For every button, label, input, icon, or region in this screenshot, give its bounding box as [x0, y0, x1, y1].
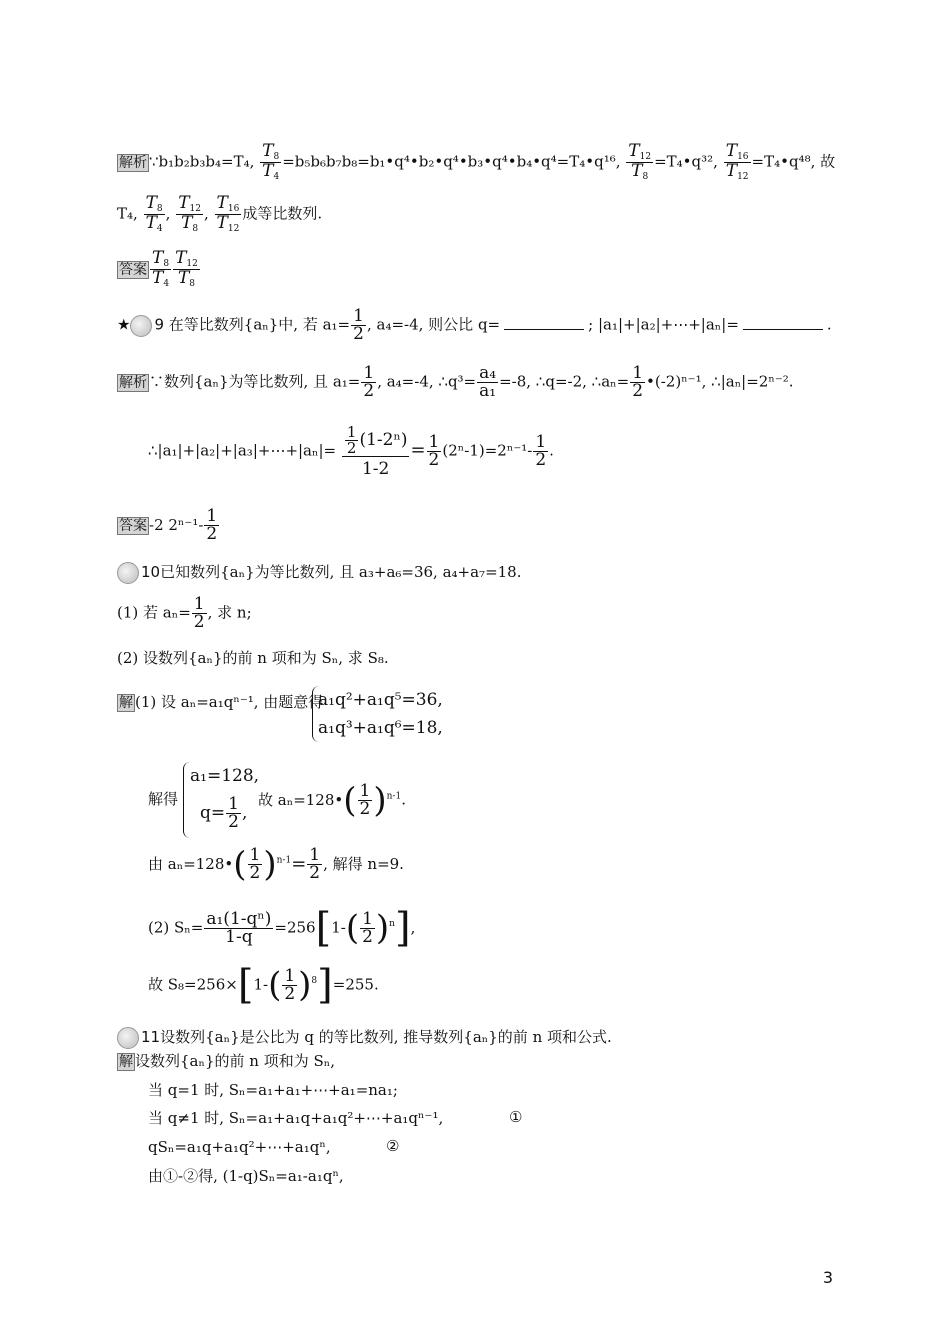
- daan-tag: 答案: [119, 261, 147, 278]
- circle-badge-icon: [117, 1027, 139, 1049]
- jiexi-tag: 解析: [119, 154, 147, 171]
- result-eq-1: a₁=128,: [190, 766, 260, 786]
- q9-answer: 答案 -2 2ⁿ⁻¹- $\frac{1}{2}$: [119, 506, 218, 544]
- question-11: 11设数列{aₙ}是公比为 q 的等比数列, 推导数列{aₙ}的前 n 项和公式.: [117, 1027, 612, 1049]
- result-eq-2: q= $\frac{1}{2}$ ,: [200, 794, 248, 832]
- result-brace: [183, 762, 190, 838]
- system-eq-2: a₁q³+a₁q⁶=18,: [318, 718, 443, 738]
- big-fraction: $\frac{1}{2}$ (1-2ⁿ) 1-2: [342, 425, 410, 478]
- system-eq-1: a₁q²+a₁q⁵=36,: [318, 690, 443, 710]
- star-icon: ★: [117, 315, 131, 334]
- circle-badge-icon: [117, 562, 139, 584]
- q10-solve-label: 解得: [148, 790, 179, 808]
- q10-part-1: (1) 若 aₙ= $\frac{1}{2}$ , 求 n;: [117, 594, 252, 632]
- answer-blank-2: [743, 329, 823, 330]
- q10-s8-line: 故 S₈=256×[1-( $\frac{1}{2}$ )$^8$]=255.: [148, 962, 379, 1008]
- answer-blank-1: [504, 329, 584, 330]
- q11-solution-1: 解 设数列{aₙ}的前 n 项和为 Sₙ,: [119, 1052, 336, 1070]
- question-10: 10已知数列{aₙ}为等比数列, 且 a₃+a₆=36, a₄+a₇=18.: [117, 562, 522, 584]
- fraction-t8-t4: $\frac{T_8}{T_4}$: [262, 141, 280, 182]
- question-9: ★ 9 在等比数列{aₙ}中, 若 a₁= $\frac{1}{2}$ , a₄=-4, 则公比 q= ; |a₁|+|a₂|+⋯+|aₙ|= .: [117, 306, 832, 344]
- q11-solution-3: 当 q≠1 时, Sₙ=a₁+a₁q+a₁q²+⋯+a₁qⁿ⁻¹,: [148, 1109, 444, 1127]
- page-number: 3: [822, 1268, 833, 1287]
- fraction-t12-t8: $\frac{T_{12}}{T_8}$: [628, 141, 652, 182]
- q11-solution-4: qSₙ=a₁q+a₁q²+⋯+a₁qⁿ,: [148, 1138, 331, 1156]
- q10-from-line: 由 aₙ=128•( $\frac{1}{2}$ )$^{n-1}$= $\frac{1}{2}$ , 解得 n=9.: [148, 844, 404, 885]
- equation-mark-2: ②: [386, 1137, 400, 1155]
- solution-line-2: T₄, $\frac{T_8}{T_4}$ , $\frac{T_{12}}{T_8}$ , $\frac{T_{16}}{T_{12}}$ 成等比数列.: [117, 193, 323, 234]
- answer-line: 答案 $\frac{T_8}{T_4}$ $\frac{T_{12}}{T_8}$: [119, 248, 198, 289]
- q10-sn-line: (2) Sₙ= $\frac{\text{a₁(1-qⁿ)}}{1-q}$ =256[1-( $\frac{1}{2}$ )$^n$],: [148, 905, 416, 951]
- q9-solution-1: 解析 ∵数列{aₙ}为等比数列, 且 a₁= $\frac{1}{2}$ , a₄=-4, ∴q³= $\frac{\text{a₄}}{\text{a₁}}$ =-8, ∴q=-2, ∴aₙ= $\frac{1}{2}$ •(-2)ⁿ⁻¹, ∴|aₙ|=2ⁿ⁻².: [119, 363, 794, 401]
- q11-solution-5: 由①-②得, (1-q)Sₙ=a₁-a₁qⁿ,: [148, 1167, 344, 1185]
- q10-an-formula: 故 aₙ=128•( $\frac{1}{2}$ )$^{n-1}$.: [258, 780, 406, 821]
- q9-solution-2: ∴|a₁|+|a₂|+|a₃|+⋯+|aₙ|= $\frac{1}{2}$ (1-2ⁿ) 1-2 = $\frac{1}{2}$ (2ⁿ-1)=2ⁿ⁻¹- $\frac{1}{2}$ .: [148, 423, 554, 479]
- fraction-t16-t12: $\frac{T_{16}}{T_{12}}$: [725, 141, 749, 182]
- circle-badge-icon: [130, 315, 152, 337]
- q10-solution-1: 解 (1) 设 aₙ=a₁qⁿ⁻¹, 由题意得: [119, 693, 324, 711]
- q11-solution-2: 当 q=1 时, Sₙ=a₁+a₁+⋯+a₁=na₁;: [148, 1081, 398, 1099]
- equation-mark-1: ①: [509, 1108, 523, 1126]
- q10-part-2: (2) 设数列{aₙ}的前 n 项和为 Sₙ, 求 S₈.: [117, 649, 389, 667]
- solution-line-1: 解析 ∵b₁b₂b₃b₄=T₄, $\frac{T_8}{T_4}$ =b₅b₆b₇b₈=b₁•q⁴•b₂•q⁴•b₃•q⁴•b₄•q⁴=T₄•q¹⁶, $\frac{T_{12}}{T_8}$ =T₄•q³², $\frac{T_{16}}{T_{12}}$ =T₄•q⁴⁸, 故: [119, 141, 836, 182]
